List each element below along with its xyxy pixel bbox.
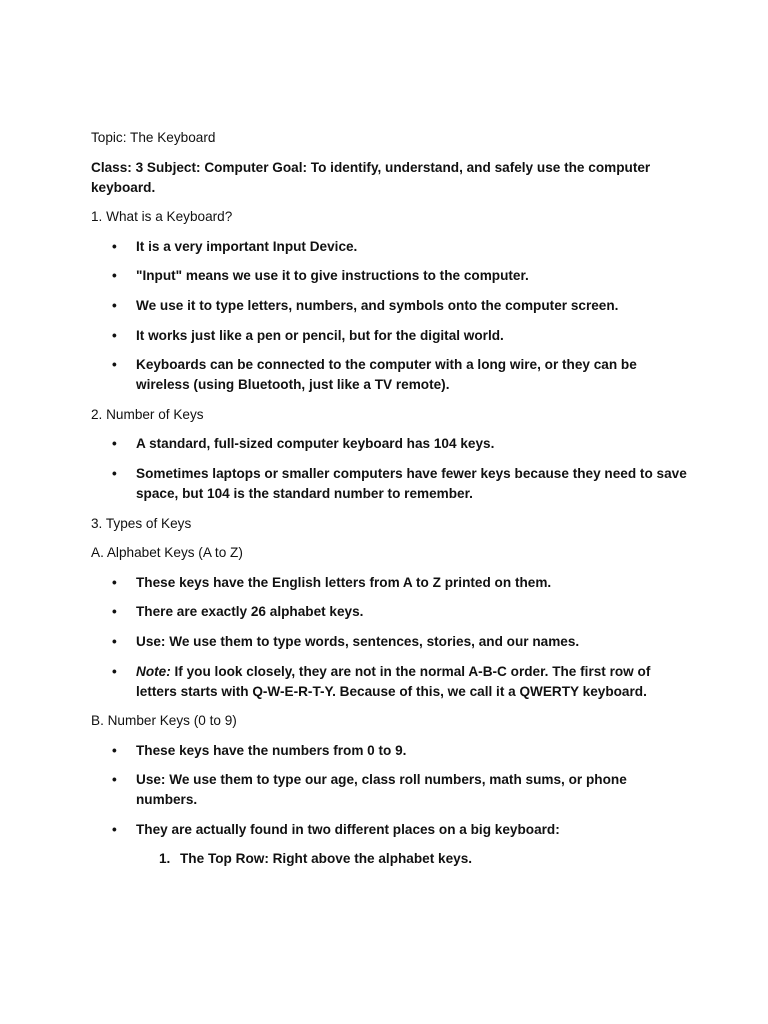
- list-item: • They are actually found in two different places on a big keyboard:: [91, 820, 691, 840]
- bullet-icon: •: [112, 742, 117, 758]
- class-goal-line: Class: 3 Subject: Computer Goal: To identify, understand, and safely use the computer keyboard.: [91, 159, 651, 195]
- section-3b-list: [91, 741, 691, 840]
- list-item: • Keyboards can be connected to the computer with a long wire, or they can be wireless (using Bluetooth, just like a TV remote).: [112, 357, 637, 393]
- topic-line: Topic: The Keyboard: [91, 130, 216, 145]
- bullet-icon: •: [112, 436, 117, 452]
- bullet-icon: •: [112, 238, 117, 254]
- bullet-icon: •: [112, 327, 117, 343]
- bullet-icon: •: [112, 772, 117, 788]
- list-item: • We use it to type letters, numbers, and symbols onto the computer screen.: [91, 296, 691, 316]
- bullet-icon: •: [112, 663, 117, 679]
- section-2-heading: 2. Number of Keys: [91, 406, 204, 422]
- bullet-icon: •: [112, 604, 117, 620]
- section-3b-heading: B. Number Keys (0 to 9): [91, 713, 237, 729]
- numbered-item: 1. The Top Row: Right above the alphabet keys.: [91, 849, 691, 869]
- list-item: • It works just like a pen or pencil, but for the digital world.: [91, 326, 691, 346]
- bullet-icon: •: [112, 268, 117, 284]
- section-3a-list: [91, 573, 691, 702]
- list-item: • Sometimes laptops or smaller computers have fewer keys because they need to save space, but 104 is the standard number to remember.: [112, 465, 687, 501]
- item-number: 1.: [159, 851, 171, 867]
- list-item: • There are exactly 26 alphabet keys.: [91, 602, 691, 622]
- bullet-icon: •: [112, 574, 117, 590]
- list-item: • These keys have the English letters from A to Z printed on them.: [91, 573, 691, 593]
- list-item: • It is a very important Input Device.: [91, 237, 691, 257]
- section-2-list: [91, 434, 691, 504]
- bullet-icon: •: [112, 633, 117, 649]
- list-item: • "Input" means we use it to give instructions to the computer.: [91, 266, 691, 286]
- note-label: Note:: [136, 663, 171, 679]
- bullet-icon: •: [112, 465, 117, 481]
- list-item-note: [91, 662, 691, 702]
- list-item: • Use: We use them to type our age, class roll numbers, math sums, or phone numbers.: [112, 772, 627, 808]
- list-item: • A standard, full-sized computer keyboard has 104 keys.: [91, 434, 691, 454]
- bullet-icon: •: [112, 357, 117, 373]
- list-item: • Use: We use them to type words, sentences, stories, and our names.: [91, 632, 691, 652]
- section-3-heading: 3. Types of Keys: [91, 515, 192, 531]
- note-text: If you look closely, they are not in the normal A-B-C order. The first row of letters starts with Q-W-E-R-T-Y. Because of this, we call it a QWERTY keyboard.: [136, 663, 651, 699]
- section-3b-numbered-list: [91, 849, 691, 869]
- section-3a-heading: A. Alphabet Keys (A to Z): [91, 545, 243, 561]
- list-item: • These keys have the numbers from 0 to 9.: [91, 741, 691, 761]
- section-1-list: [91, 237, 691, 395]
- document-page: [91, 128, 691, 869]
- section-1-heading: 1. What is a Keyboard?: [91, 209, 233, 225]
- bullet-icon: •: [112, 821, 117, 837]
- bullet-icon: •: [112, 297, 117, 313]
